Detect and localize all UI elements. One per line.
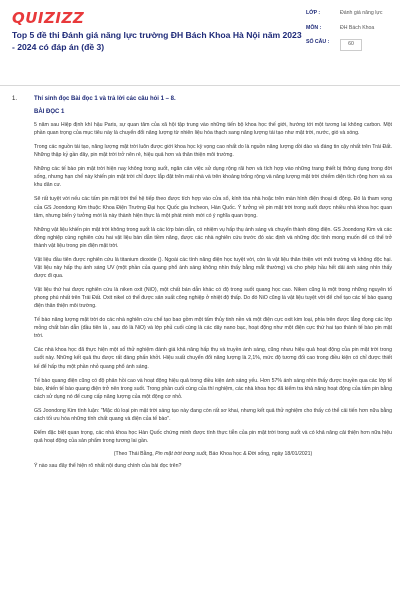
paragraph: 5 năm sau Hiệp định khí hậu Paris, sự quan tâm của xã hội tập trung vào những tiến bộ khoa học thế giới, hướng tới một tương lai không carbon. Một phần quan trọng của mục tiêu này là chuyển đổi năng lượng từ nhiên liệu hóa thạch sang năng lượng tái tạo như mặt trời, nước, gió và sóng. (34, 122, 392, 137)
meta-count-row (306, 39, 392, 51)
source-citation (34, 451, 392, 457)
subject-label: MÔN : (306, 24, 322, 31)
paragraph: Trong các nguồn tái tạo, năng lượng mặt trời luôn được giới khoa học kỳ vọng cao nhất do là nguồn năng lượng dồi dào và đáng tin cậy nhất trên Trái Đất. Những thập kỷ gần đây, pin mặt trời trở nên rẻ, hiệu quả hơn và thân thiện môi trường. (34, 144, 392, 159)
count-value: 60 (340, 39, 362, 51)
page-header (0, 0, 400, 86)
paragraph: GS Joondong Kim tính luận: "Mặc dù loại pin mặt trời sáng tạo này đang còn rất sơ khai, nhưng kết quả thử nghiệm cho thấy có thể cải tiến hơn nữa bằng cách tối ưu hóa những tính chất quang và điện của tế bào". (34, 407, 392, 422)
question-content (12, 96, 392, 469)
paragraph: Tế bào năng lượng mặt trời do các nhà nghiên cứu chế tạo bao gồm một tấm thủy tinh nền và một điện cực oxit kim loại, phía trên được lắng đọng các lớp mỏng chất bán dẫn (đầu tiên là , sau đó là NiO) và lớp phủ cuối cùng là các dây nano bạc, hoạt động như một điện cực thứ hai tạo thành tế bào pin mặt trời. (34, 317, 392, 340)
meta-class-row (306, 10, 392, 18)
paragraph: Vật liệu thứ hai được nghiên cứu là niken oxit (NiO), một chất bán dẫn khác có độ trong suốt quang học cao. Niken cũng là một trong những nguyên tố phong phú nhất trên Trái Đất. Oxit nikel có thể được sản xuất công nghiệp ở nhiệt độ thấp. Do đó NiO cũng là vật liệu tuyệt vời để chế tạo các tế bào quang điện thân thiện môi trường. (34, 287, 393, 310)
question-body (34, 96, 392, 469)
subject-value: ĐH Bách Khoa (340, 24, 375, 31)
question-number: 1. (12, 96, 18, 102)
quizizz-logo: QUIZIZZ (12, 9, 85, 27)
paragraph: Điểm đặc biệt quan trọng, các nhà khoa học Hàn Quốc chứng minh được tính thực tiễn của pin mặt trời trong suốt và có khả năng cải thiện hơn nữa hiệu quả hoạt động của sản phẩm trong tương lai gần. (34, 429, 392, 444)
source-suffix: , Báo Khoa học & Đời sống, ngày 18/01/2021) (206, 451, 313, 457)
paragraph: Các nhà khoa học đã thực hiện một số thử nghiệm đánh giá khả năng hấp thụ và truyền ánh sáng, cũng nhưu hiệu quả hoạt động của pin mặt trời trong suốt này. Những kết quả thu được rất đáng phấn khởi. Hiệu suất chuyển đổi năng lượng là 2,1%, mức độ tương đối cao trong điều kiện có chỉ được thiết kế để hấp thụ một phần nhỏ quang phổ ánh sáng. (34, 347, 392, 370)
paragraph: Vật liệu đầu tiên được nghiên cứu là titanium dioxide (). Ngoài các tính năng điện học tuyệt vời, còn là vật liệu thân thiện với môi trường và không độc hại. Vật liệu này hấp thụ ánh sáng UV (một phần của quang phổ ánh sáng không nhìn thấy bằng mắt thường) và cho phép hầu hết dải ánh sáng nhìn thấy được đi qua. (34, 256, 392, 279)
section-title: BÀI ĐỌC 1 (34, 109, 65, 115)
source-prefix: (Theo Thái Bằng, (113, 451, 156, 457)
question-prompt: Ý nào sau đây thể hiện rõ nhất nội dung chính của bài đọc trên? (34, 463, 182, 469)
source-title: Pin mặt trời trong suốt (155, 451, 207, 457)
class-value: Đánh giá năng lực (340, 10, 383, 16)
document-title: Top 5 đề thi Đánh giá năng lực trường ĐH Bách Khoa Hà Nội năm 2023 - 2024 có đáp án (đề 3) (12, 30, 302, 52)
paragraph: Những các tế bào pin mặt trời hiện nay không trong suốt, ngăn cản việc sử dụng rộng rãi hơn và tích hợp vào những trang thiết bị thông dụng trong đời sống, nhưng hạn chế này khiến pin mặt trời chỉ được lắp đặt trên mái nhà và trên khoảng trống rộng và năng lượng mặt trời chiếm diện tích rộng hơn và xa khu dân cư. (34, 166, 392, 189)
meta-panel (306, 10, 392, 58)
paragraph: Những vật liệu khiến pin mặt trời không trong suốt là các lớp bán dẫn, có nhiệm vụ hấp thụ ánh sáng và chuyển thành dòng điện. GS Joondong Kim và các đồng nghiệp cùng nghiên cứu hai vật liệu bán dẫn tiềm năng, được các nhà nghiên cứu trước đó xác định và những độc tính mong muốn để có thể trở thành vật liệu trong pin điện mặt trời. (34, 226, 392, 249)
paragraph: Sẽ rất tuyệt vời nếu các tấm pin mặt trời thế hệ tiếp theo được tích hợp vào cửa sổ, kính tòa nhà hoặc trên màn hình điện thoại di động. Đó là tham vọng của GS Joondong Kim thuộc Khoa Điện Trường Đại học Quốc gia Incheon, Hàn Quốc. Ý tưởng về pin mặt trời trong suốt được nhiều nhà khoa học quan tâm, nhưng biến ý tưởng mới là này thành hiện thực là một phát minh mới có ý nghĩa quan trọng. (34, 196, 392, 219)
question-heading: Thí sinh đọc Bài đọc 1 và trả lời các câu hỏi 1 – 8. (34, 96, 176, 102)
question-row (12, 96, 392, 469)
paragraph: Tế bào quang điện cũng có độ phản hồi cao và hoạt động hiệu quả trong điều kiện ánh sáng yếu. Hơn 57% ánh sáng nhìn thấy được truyền qua các lớp tế bào, khiến tế bào quang điện trở nên trong suốt. Trong phần cuối cùng của thí nghiệm, các nhà khoa học đã kiểm tra khả năng hoạt động của tấm pin bằng cách sử dụng nó để cung cấp năng lượng của một động cơ nhỏ. (34, 377, 392, 400)
meta-subject-row (306, 25, 392, 33)
count-label: SỐ CÂU : (306, 39, 330, 46)
class-label: LỚP : (306, 10, 321, 16)
